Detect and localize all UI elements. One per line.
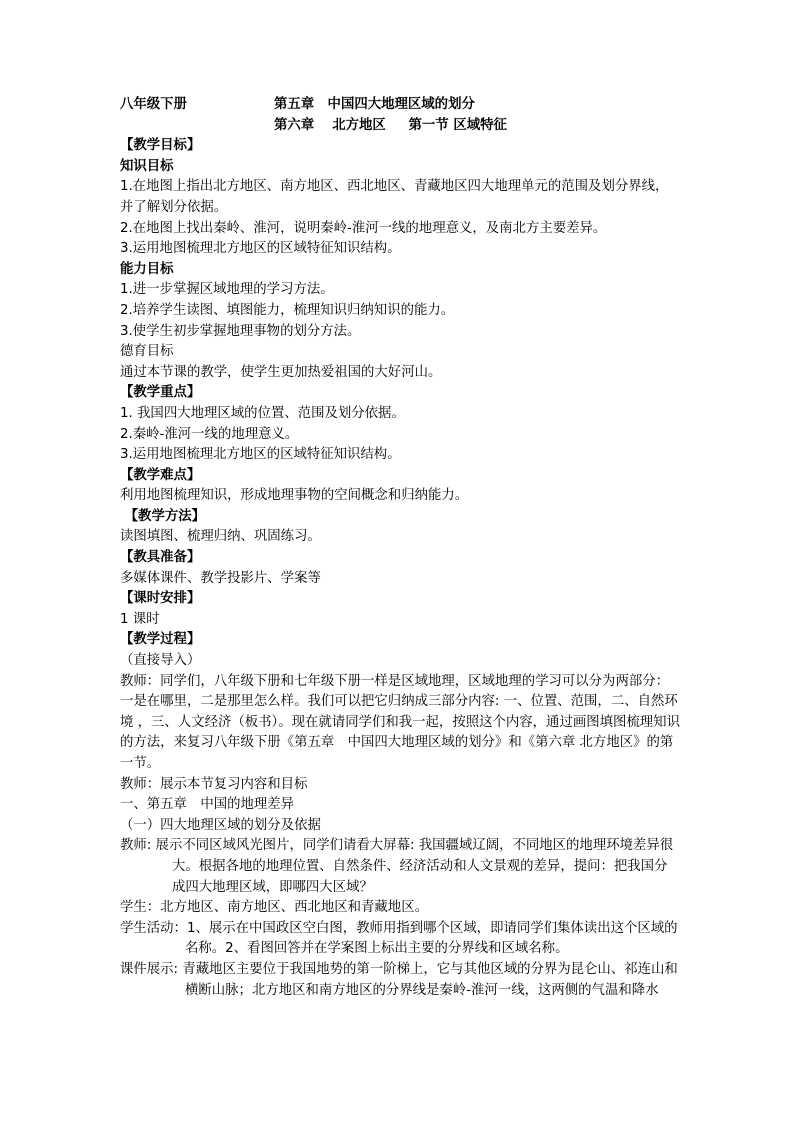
- chapter6-title: 第六章 北方地区 第一节 区域特征: [274, 117, 507, 133]
- courseware-display: 课件展示: 青藏地区主要位于我国地势的第一阶梯上，它与其他区域的分界为昆仑山、祁连山和横断山脉；北方地区和南方地区的分界线是秦岭-淮河一线，这两侧的气温和降水: [120, 961, 678, 998]
- tools-text: 多媒体课件、教学投影片、学案等: [120, 570, 321, 586]
- teacher-paragraph-2: 教师：展示本节复习内容和目标: [120, 776, 308, 792]
- method-text: 读图填图、梳理归纳、巩固练习。: [120, 529, 321, 545]
- moral-title: 德育目标: [120, 344, 174, 360]
- header-row-2: [120, 116, 680, 137]
- ability-item-1: 1.进一步掌握区域地理的学习方法。: [120, 282, 334, 298]
- knowledge-title: 知识目标: [120, 158, 174, 174]
- subsection-1-title: （一）四大地理区域的划分及依据: [120, 817, 321, 833]
- teacher-paragraph-1: 教师：同学们，八年级下册和七年级下册一样是区域地理，区域地理的学习可以分为两部分：一是在哪里，二是那里怎么样。我们可以把它归纳成三部分内容: 一、位置、范围，二、自然环境 ，三、人文经济（板书）。现在就请同学们和我一起，按照这个内容，通过画图填图梳理知识的方法，来复习八年级下册《第五章 中国四大地理区域的划分》和《第六章 北方地区》的第一节。: [120, 673, 680, 771]
- ability-title: 能力目标: [120, 261, 174, 277]
- process-intro: （直接导入）: [120, 653, 201, 669]
- section-1-title: 一、第五章 中国的地理差异: [120, 797, 295, 813]
- ability-item-2: 2.培养学生读图、填图能力，梳理知识归纳知识的能力。: [120, 302, 455, 318]
- keypoint-item-2: 2.秦岭-淮河一线的地理意义。: [120, 426, 299, 442]
- schedule-heading: 【课时安排】: [120, 591, 201, 607]
- chapter5-title: 第五章 中国四大地理区域的划分: [274, 97, 475, 112]
- student-answer-1: 学生：北方地区、南方地区、西北地区和青藏地区。: [120, 900, 428, 916]
- keypoint-item-3: 3.运用地图梳理北方地区的区域特征知识结构。: [120, 447, 401, 463]
- teacher-paragraph-3: 教师: 展示不同区域风光图片，同学们请看大屏幕: 我国疆域辽阔，不同地区的地理环境差异很大。根据各地的地理位置、自然条件、经济活动和人文景观的差异，提问：把我国分成四大地理区域，即哪四大区域？: [120, 838, 674, 895]
- knowledge-item-2: 2.在地图上找出秦岭、淮河，说明秦岭-淮河一线的地理意义，及南北方主要差异。: [120, 220, 607, 236]
- knowledge-item-3: 3.运用地图梳理北方地区的区域特征知识结构。: [120, 241, 401, 257]
- header-row-1: [120, 95, 680, 116]
- method-heading: 【教学方法】: [120, 508, 206, 524]
- difficulty-heading: 【教学难点】: [120, 467, 201, 483]
- document-page: [120, 95, 680, 1001]
- student-activity: 学生活动：1、展示在中国政区空白图，教师用指到哪个区域，即请同学们集体读出这个区域的名称。2、看图回答并在学案图上标出主要的分界线和区域名称。: [120, 920, 678, 957]
- grade-label: 八年级下册: [120, 97, 187, 112]
- difficulty-text: 利用地图梳理知识，形成地理事物的空间概念和归纳能力。: [120, 488, 469, 504]
- moral-text: 通过本节课的教学，使学生更加热爱祖国的大好河山。: [120, 364, 442, 380]
- tools-heading: 【教具准备】: [120, 550, 201, 566]
- process-heading: 【教学过程】: [120, 632, 201, 648]
- keypoints-heading: 【教学重点】: [120, 385, 201, 401]
- objectives-heading: 【教学目标】: [120, 138, 201, 154]
- ability-item-3: 3.使学生初步掌握地理事物的划分方法。: [120, 323, 361, 339]
- keypoint-item-1: 1. 我国四大地理区域的位置、范围及划分依据。: [120, 405, 405, 421]
- knowledge-item-1: 1.在地图上指出北方地区、南方地区、西北地区、青藏地区四大地理单元的范围及划分界线，并了解划分依据。: [120, 179, 669, 215]
- schedule-text: 1 课时: [120, 611, 160, 627]
